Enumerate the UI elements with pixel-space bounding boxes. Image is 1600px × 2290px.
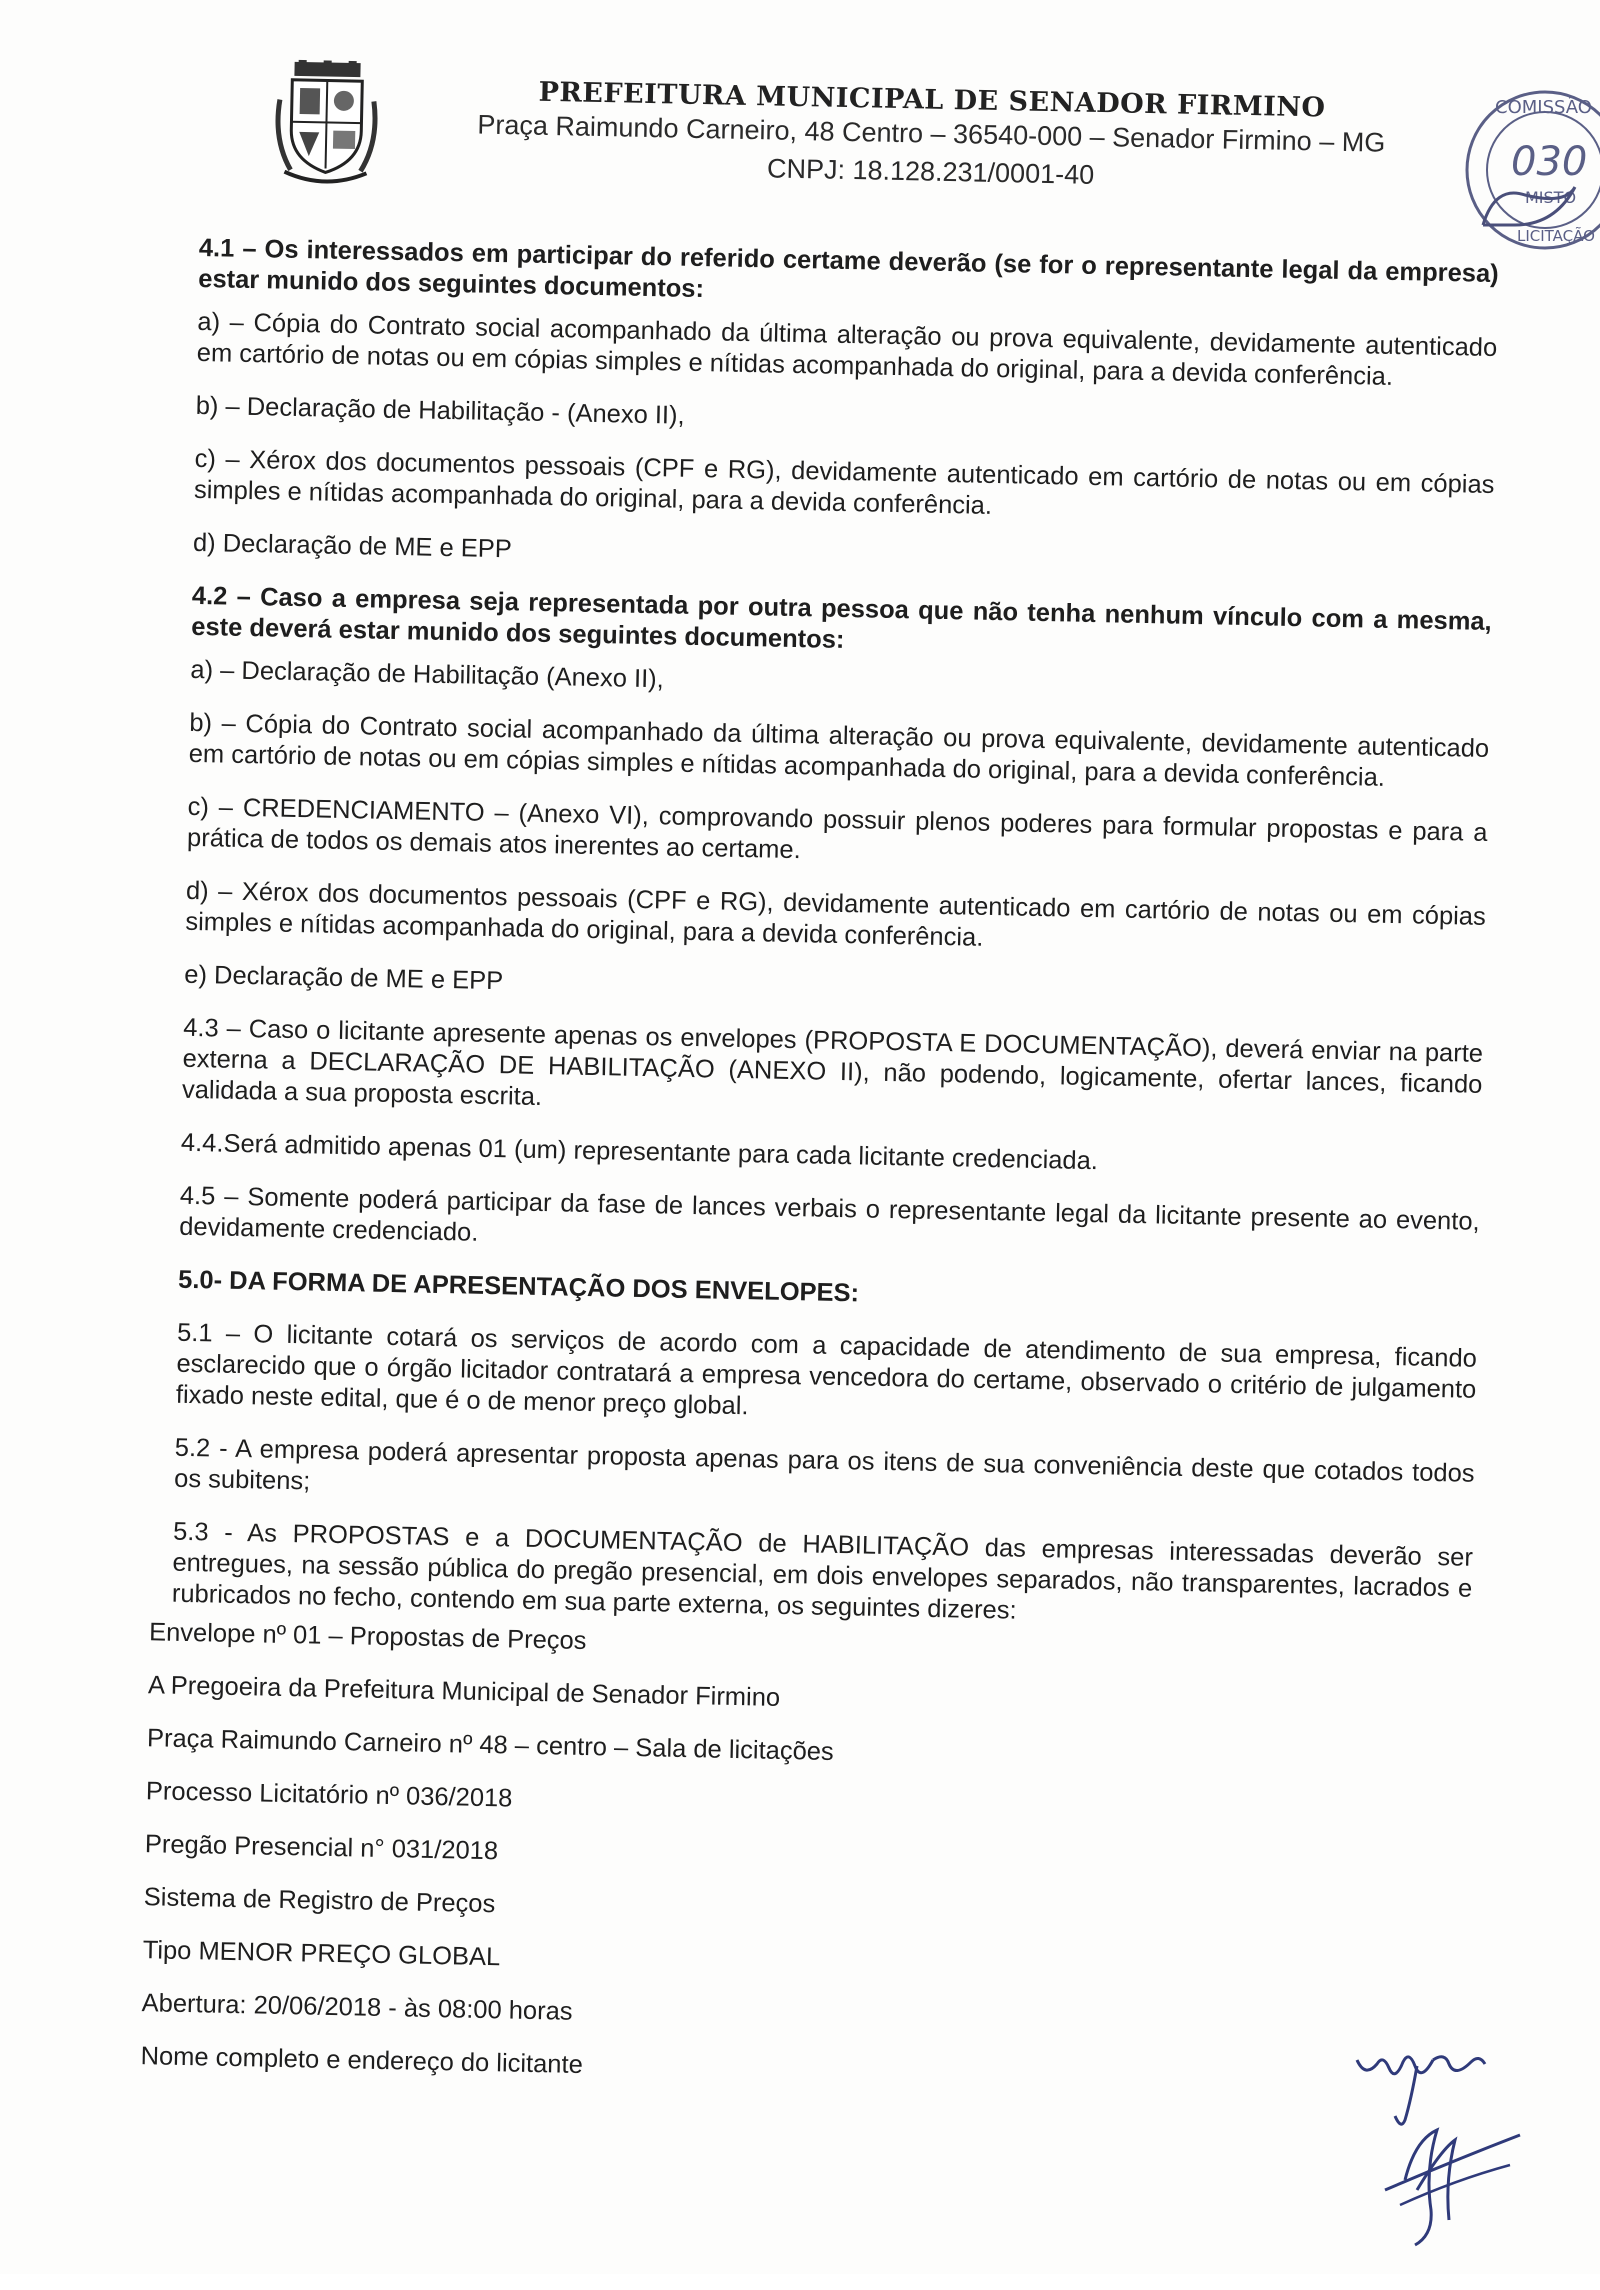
section-4-1-title: 4.1 – Os interessados em participar do referido certame deverão (se for o representante legal da empresa) estar munido dos seguintes documentos: [198, 233, 1499, 304]
section-5-1: 5.1 – O licitante cotará os serviços de acordo com a capacidade de atendimento de sua empresa, ficando esclarecido que o órgão licitador contratará a empresa vencedora do certame, observado o critério de julgamento fixado neste edital, que é o de menor preço global. [175, 1318, 1478, 1421]
section-4-3: 4.3 – Caso o licitante apresente apenas os envelopes (PROPOSTA E DOCUMENTAÇÃO), deverá enviar na parte externa a DECLARAÇÃO DE HABILITAÇÃO (ANEXO II), não podendo, logicamente, ofertar lances, ficando validada a sua proposta escrita. [181, 1013, 1484, 1111]
envelope-line: Abertura: 20/06/2018 - às 08:00 horas [141, 1989, 573, 2026]
section-5-title: 5.0- DA FORMA DE APRESENTAÇÃO DOS ENVELOPES: [177, 1265, 860, 1308]
section-4-2-item-c: c) – CREDENCIAMENTO – (Anexo VI), comprovando possuir plenos poderes para formular propostas e para a prática de todos os demais atos inerentes ao certame. [186, 792, 1488, 865]
envelope-line: A Pregoeira da Prefeitura Municipal de Senador Firmino [147, 1671, 781, 1712]
section-4-1 [193, 233, 1499, 585]
envelope-line: Praça Raimundo Carneiro nº 48 – centro – Sala de licitações [146, 1724, 834, 1766]
section-4-1-item-a: a) – Cópia do Contrato social acompanhado da última alteração ou prova equivalente, devidamente autenticado em cartório de notas ou em cópias simples e nítidas acompanhada do original, para a devida conferência. [196, 307, 1498, 391]
municipality-address: Praça Raimundo Carneiro, 48 Centro – 36540-000 – Senador Firmino – MG [477, 109, 1386, 158]
section-4-2-item-d: d) – Xérox dos documentos pessoais (CPF e RG), devidamente autenticado em cartório de notas ou em cópias simples e nítidas acompanhada do original, para a devida conferência. [185, 876, 1487, 952]
envelope-line: Sistema de Registro de Preços [143, 1883, 496, 1919]
commission-stamp [1455, 75, 1600, 265]
stamp-number: 030 [1511, 139, 1588, 185]
stamp-middle-text: MISTO [1525, 188, 1577, 207]
section-5-2: 5.2 - A empresa poderá apresentar proposta apenas para os itens de sua conveniência deste que cotados todos os subitens; [173, 1433, 1475, 1496]
section-4-5: 4.5 – Somente poderá participar da fase de lances verbais o representante legal da licitante presente ao evento, devidamente credenciado. [178, 1181, 1480, 1247]
envelope-line: Processo Licitatório nº 036/2018 [145, 1777, 513, 1813]
signature-icon [1345, 2030, 1575, 2260]
section-4-1-item-c: c) – Xérox dos documentos pessoais (CPF e RG), devidamente autenticado em cartório de notas ou em cópias simples e nítidas acompanhada do original, para a devida conferência. [193, 444, 1495, 520]
section-5-3: 5.3 - As PROPOSTAS e a DOCUMENTAÇÃO de HABILITAÇÃO das empresas interessadas deverão ser entregues, na sessão pública do pregão presencial, em dois envelopes separados, não transparentes, lacrados e rubricados no fecho, contendo em sua parte externa, os seguintes dizeres: [171, 1517, 1474, 1625]
section-4-1-item-d: d) Declaração de ME e EPP [192, 528, 513, 564]
stamp-bottom-text: LICITAÇÃO [1517, 227, 1595, 245]
section-4-1-item-b: b) – Declaração de Habilitação - (Anexo II), [195, 391, 685, 430]
envelope-line: Pregão Presencial n° 031/2018 [144, 1830, 499, 1866]
section-4-2-item-e: e) Declaração de ME e EPP [184, 960, 504, 996]
letterhead [270, 59, 1433, 222]
envelope-line: Nome completo e endereço do licitante [140, 2042, 584, 2080]
section-4-2 [184, 581, 1492, 1017]
section-4-4: 4.4.Será admitido apenas 01 (um) representante para cada licitante credenciada. [180, 1128, 1099, 1176]
municipality-cnpj: CNPJ: 18.128.231/0001-40 [766, 153, 1095, 190]
envelope-line: Envelope nº 01 – Propostas de Preços [148, 1618, 587, 1656]
envelope-line: Tipo MENOR PREÇO GLOBAL [142, 1936, 501, 1972]
stamp-top-text: COMISSÃO [1495, 97, 1592, 118]
section-4-2-title: 4.2 – Caso a empresa seja representada por outra pessoa que não tenha nenhum vínculo com a mesma, este deverá estar munido dos seguintes documentos: [191, 581, 1492, 654]
section-4-2-item-a: a) – Declaração de Habilitação (Anexo II), [190, 655, 665, 694]
municipal-crest-icon [270, 59, 383, 191]
section-4-2-item-b: b) – Cópia do Contrato social acompanhado da última alteração ou prova equivalente, devidamente autenticado em cartório de notas ou em cópias simples e nítidas acompanhada do original, para a devida conferência. [188, 708, 1490, 792]
municipality-name: PREFEITURA MUNICIPAL DE SENADOR FIRMINO [538, 76, 1326, 124]
document-body [140, 233, 1499, 2121]
envelope-label-block [140, 1617, 1471, 2098]
